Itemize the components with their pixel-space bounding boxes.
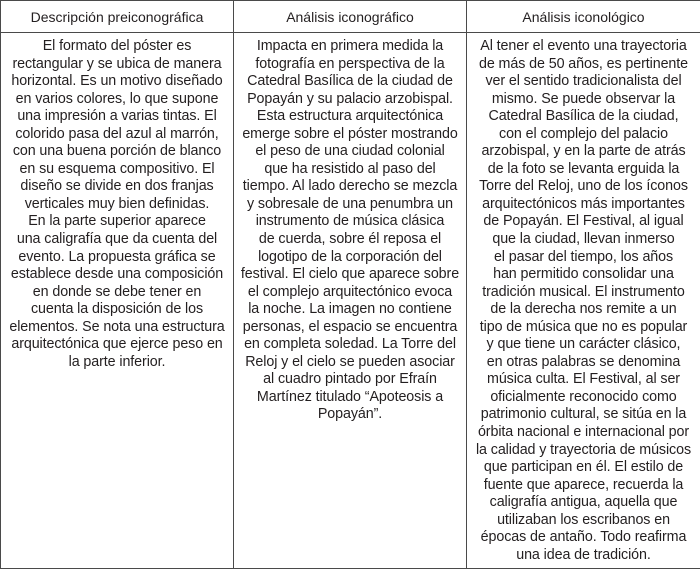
text-line: personas, el espacio se encuentra <box>242 318 458 335</box>
text-line: Reloj y el cielo se pueden asociar <box>245 353 455 370</box>
text-line: épocas de antaño. Todo reafirma <box>480 529 687 546</box>
text-line: evento. La propuesta gráfica se <box>18 248 216 265</box>
text-line: ver el sentido tradicionalista del <box>485 73 682 90</box>
text-line: al cuadro pintado por Efraín <box>263 371 437 388</box>
text-line: en completa soledad. La Torre del <box>244 336 456 353</box>
text-line: que ha resistido al paso del <box>264 160 436 177</box>
text-line: órbita nacional e internacional por <box>477 424 690 441</box>
text-line: arzobispal, y en la parte de atrás <box>481 143 686 160</box>
text-line: logotipo de la corporación del <box>258 248 442 265</box>
text-line: en su esquema compositivo. El <box>19 160 215 177</box>
text-line: rectangular y se ubica de manera <box>12 55 222 72</box>
text-line: Impacta en primera medida la <box>256 38 444 54</box>
text-line: que participan en él. El estilo de <box>483 459 684 476</box>
text-line: fuente que aparece, recuerda la <box>483 476 684 493</box>
header-analisis-iconografico: Análisis iconográfico <box>234 1 467 33</box>
text-line: en donde se debe tener en <box>32 283 202 300</box>
text-line: horizontal. Es un motivo diseñado <box>11 73 223 90</box>
text-line: cuenta la disposición de los <box>30 301 204 318</box>
text-line: utilizaban los escribanos en <box>497 511 670 528</box>
text-line: de más de 50 años, es pertinente <box>478 55 688 72</box>
text-line: de la foto se levanta erguida la <box>487 160 680 177</box>
header-descripcion-preiconografica: Descripción preiconográfica <box>1 1 234 33</box>
cell-text <box>7 38 227 371</box>
text-line: patrimonio cultural, se sitúa en la <box>480 406 687 423</box>
text-line: en varios colores, lo que supone <box>15 90 219 107</box>
text-line: Popayán y su palacio arzobispal. <box>247 90 453 107</box>
text-line: tipo de música que no es popular <box>479 318 688 335</box>
text-line: Esta estructura arquitectónica <box>256 108 444 125</box>
table-header-row <box>1 1 700 33</box>
text-line: el pasar del tiempo, los años <box>493 248 674 265</box>
text-line: la parte inferior. <box>68 353 166 370</box>
text-line: Al tener el evento una trayectoria <box>480 38 687 54</box>
text-line: el complejo arquitectónico evoca <box>247 283 453 300</box>
cell-analisis-iconografico <box>234 33 467 569</box>
text-line: han permitido consolidar una <box>493 266 674 283</box>
text-line: El formato del póster es <box>42 38 192 54</box>
cell-text <box>473 38 694 564</box>
text-line: con el complejo del palacio <box>499 125 668 142</box>
text-line: el peso de una ciudad colonial <box>255 143 445 160</box>
text-line: fotografía en perspectiva de la <box>255 55 445 72</box>
text-line: Catedral Basílica de la ciudad, <box>488 108 679 125</box>
text-line: con una buena porción de blanco <box>12 143 222 160</box>
text-line: que la ciudad, llevan inmerso <box>492 231 675 248</box>
text-line: En la parte superior aparece <box>28 213 206 230</box>
text-line: y sobresale de una penumbra un <box>246 195 454 212</box>
cell-descripcion-preiconografica <box>1 33 234 569</box>
text-line: una idea de tradición. <box>516 546 651 563</box>
text-line: tiempo. Al lado derecho se mezcla <box>242 178 458 195</box>
text-line: instrumento de música clásica <box>255 213 445 230</box>
text-line: Popayán”. <box>317 406 383 423</box>
text-line: de la derecha nos remite a un <box>490 301 677 318</box>
text-line: de cuerda, sobre él reposa el <box>258 231 442 248</box>
text-line: Catedral Basílica de la ciudad de <box>247 73 453 90</box>
text-line: mismo. Se puede observar la <box>491 90 676 107</box>
text-line: establece desde una composición <box>10 266 224 283</box>
text-line: oficialmente reconocido como <box>490 388 677 405</box>
text-line: la noche. La imagen no contiene <box>248 301 452 318</box>
cell-text <box>240 38 460 424</box>
table-row <box>1 33 700 569</box>
text-line: Torre del Reloj, uno de los íconos <box>479 178 688 195</box>
text-line: música culta. El Festival, al ser <box>487 371 680 388</box>
text-line: en otras palabras se denomina <box>486 353 681 370</box>
text-line: arquitectónicos más importantes <box>482 195 685 212</box>
text-line: diseño se divide en dos franjas <box>20 178 214 195</box>
text-line: una impresión a varias tintas. El <box>17 108 217 125</box>
text-line: elementos. Se nota una estructura <box>9 318 225 335</box>
text-line: caligrafía antigua, aquella que <box>489 494 678 511</box>
header-analisis-iconologico: Análisis iconológico <box>467 1 700 33</box>
text-line: tradición musical. El instrumento <box>482 283 685 300</box>
cell-analisis-iconologico <box>467 33 700 569</box>
text-line: de Popayán. El Festival, al igual <box>483 213 684 230</box>
text-line: y que tiene un carácter clásico, <box>486 336 681 353</box>
text-line: una caligrafía que da cuenta del <box>16 231 218 248</box>
text-line: verticales muy bien definidas. <box>24 195 210 212</box>
text-line: la calidad y trayectoria de músicos <box>475 441 692 458</box>
text-line: Martínez titulado “Apoteosis a <box>256 388 444 405</box>
text-line: festival. El cielo que aparece sobre <box>240 266 460 283</box>
text-line: emerge sobre el póster mostrando <box>242 125 458 142</box>
text-line: arquitectónica que ejerce peso en <box>11 336 223 353</box>
text-line: colorido pasa del azul al marrón, <box>15 125 219 142</box>
